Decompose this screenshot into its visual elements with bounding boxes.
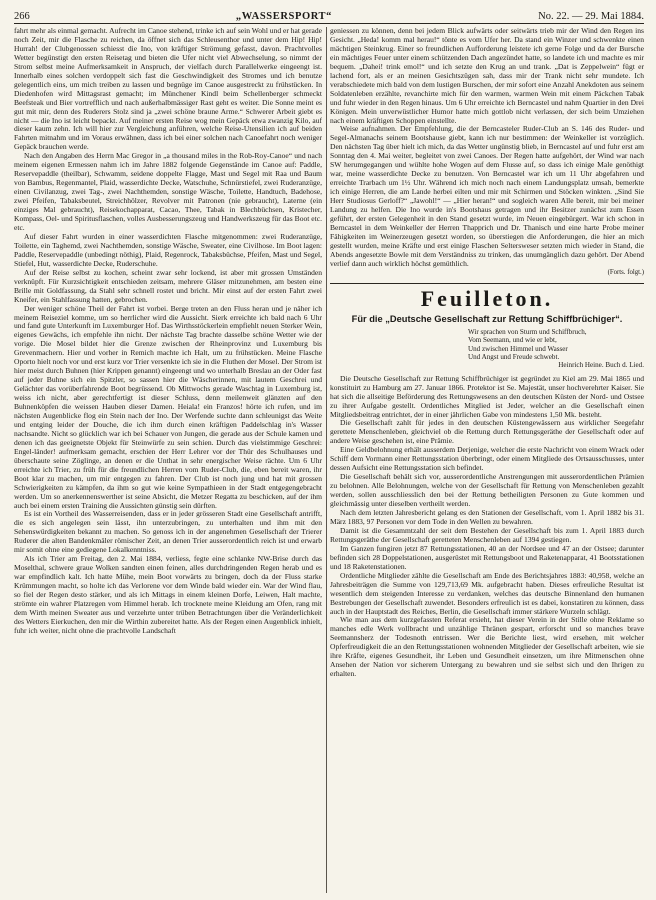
column-divider bbox=[326, 27, 327, 893]
paragraph: Die Gesellschaft behält sich vor, ausserordentliche Anstrengungen mit ausserordentlichen Prämien zu belohnen. Alle Belohnungen, welche von der Gesellschaft für Rettung von Menschenleben gezahlt werden, sollen ausschliesslich den bei der Rettung betheiligten Personen zu Gute kommen und gleichmässig unter dieselben vertheilt werden. bbox=[330, 472, 644, 509]
paragraph: Auf der Reise selbst zu kochen, scheint zwar sehr lockend, ist aber mit grossen Umständen verknüpft. Für Kurzsichtigkeit entschieden zeitsam, mehrere Gläser mitzunehmen, am besten eine Brille mit Goldfassung, da Stahl sehr schnell rostet und bricht. Mir einst auf der ersten Fahrt zwei Kneifer, ein Stahlfassung hatten, gebrochen. bbox=[14, 267, 322, 304]
publication-title: „WASSERSPORT“ bbox=[235, 11, 332, 22]
right-column bbox=[330, 27, 644, 895]
paragraph: Die Gesellschaft zahlt für jedes in den deutschen Küstengewässern aus wirklicher Seegefahr gerettete Menschenleben, gleichviel ob die Rettung durch Rettungsgeräthe der Gesellschaft oder auf andere Weise geschehen ist, eine Prämie. bbox=[330, 418, 644, 446]
paragraph: geniessen zu können, denn bei jedem Blick aufwärts oder seitwärts trieb mir der Wind den Regen ins Gesicht. „Heda! komm mal herau!“ tönte es vom Ufer her. Da stand ein Winzer und schwenkte einen mächtigen Steinkrug. Einer so freundlichen Aufforderung leistete ich gerne Folge und da der Bursche ein mächtiges Feuer unter einem schützenden Dach angezündet hatte, so landete ich und machte es mir bequem. „Dahei! trink emol!“ und ich setzte den Krug an und trank. „Dat is Zeppelwein“ fügt er lachend fort, als er an meinen Gesichtszügen sah, dass mir der Trank nicht sehr mundete. Ich verabschiedete mich bald von dem lustigen Burschen, der mir sofort eine Anzahl Anekdoten aus seinem Soldatenleben erzählte, revanchirte mich für den warmen, warmen Wein mit einem Päckchen Tabak und fuhr wieder in den Regen hinaus. Um 6 Uhr erreichte ich Berncastel und nahm Quartier in den Drei Königen. Mein unverwüstlicher Humor hatte mich gottlob nicht verlassen, der sich beim Umziehen nach einem kräftigen Schoppen einstellte. bbox=[330, 27, 644, 125]
paragraph: Eine Geldbelohnung erhält ausserdem Derjenige, welcher die erste Nachricht von einem Wrack oder Schiff dem Vormann einer Rettungsstation überbringt, oder einem Mitgliede des Ortsausschusses, unter dessen Aufsicht eine Rettungsstation sich befindet. bbox=[330, 445, 644, 473]
feuilleton-subheading: Für die „Deutsche Gesellschaft zur Rettung Schiffbrüchiger“. bbox=[351, 313, 623, 324]
paragraph: Die Deutsche Gesellschaft zur Rettung Schiffbrüchiger ist gegründet zu Kiel am 29. Mai 1865 und konstituirt zu Hamburg am 27. Januar 1866. Protektor ist Se. Majestät, unser hochverehrter Kaiser. Sie hat sich die allseitige Beförderung des Rettungswesens an den deutschen Küsten der Nord- und Ostsee zu ihrer Aufgabe gestellt. Ordentliches Mitglied ist Jeder, welcher an die Gesellschaft einen Mitgliedsbeitrag entrichtet, der in einer jährlichen Gabe von mindestens 1,50 Mk. besteht. bbox=[330, 373, 644, 419]
header-rule bbox=[14, 23, 644, 24]
paragraph: Nach den Angaben des Herrn Mac Gregor in „a thousand miles in the Rob-Roy-Canoe“ und nach meinem eigenen Ermessen nahm ich im Jahre 1882 folgende Gegenstände im Canoe auf: Paddle, Reservepaddle (theilbar), Schwamm, seidene doppelte Flagge, Mast und Segel mit Raa und Baum von Bambus, Regenmantel, Plaid, wasserdichte Decke, Watschuhe, Schnürstiefel, zwei Ruderanzüge, einen Civilanzug, zwei Tag-, zwei Nachthemden, sonstige Wäsche, Toilette, Handtuch, Badehose, zwei Pfeifen, Tabaksbeutel, Streichhölzer, Revolver mit Patronen (nie gebraucht), Laterne (ein einziges Mal gebraucht), Reisekochapparat, Cacao, Thee, Tabak in Blechbüchsen, Kristecher, Kompass, Oel- und Spiritusflaschen, volles Ausbesserungszeug und Handwerkszeug für das Boot etc. etc. bbox=[14, 151, 322, 232]
section-separator bbox=[330, 283, 644, 284]
paragraph: Wie man aus dem kurzgefassten Referat ersieht, hat dieser Verein in der Stille ohne Reklame so manches edle Werk vollbracht und unzählige Thränen gespart, erforscht und so manches brave Seemannsherz der Todesnoth entrissen. Wer die Berichte liest, wird ersehen, mit welcher Opferfreudigkeit die an den Rettungsstationen wohnenden Mitglieder der Gesellschaft arbeiten, wie sie ihre Kräfte, eigenes Gesundheit, ihr Leben und Gesundheit einsetzen, um ihre Mitmenschen ohne Ansehen der Nation vor sicherem Untergang zu bewahren und sie selbst sich und den Ihrigen zu erhalten. bbox=[330, 615, 644, 679]
paragraph: Damit ist die Gesammtzahl der seit dem Bestehen der Gesellschaft bis zum 1. April 1883 durch Rettungsgeräthe der Gesellschaft geretteten Menschenleben auf 1394 gestiegen. bbox=[330, 525, 644, 544]
paragraph: Weise aufnahmen. Der Empfehlung, die der Berncasteler Ruder-Club an S. 146 des Ruder- und Segel-Almanachs seinem Bootshause giebt, kann ich nur bestimmen: der Weinkeller ist vorzüglich. Den nächsten Tag über hielt ich mich, da das Wetter ungünstig blieb, in Berncastel auf und fuhr erst am Sonntag den 4. Mai weiter, begleitet von zwei Canoes. Der Regen hatte aufgehört, der Wind war nach SW herumgegangen und wühlte hohe Wogen auf dem Flusse auf, so dass ich einige Male genöthigt war, meine wasserdichte Decke zu benutzen. Von Berncastel war ich um 11 Uhr abgefahren und erreichte Trarbach um 1½ Uhr. Während ich mich noch nach einem Landungsplatz umsah, bemerkte ich einige Herren, die am Lande herbei eilten und mir mit Schirmen und Stöcken winkten. „Sind Sie Herr Studiosus Gerloff?“ „Jawohl!“ — „Hier heran!“ und sogleich waren Alle bereit, mir bei meiner Landung zu helfen. Die Ino wurde in's Bootshaus getragen und ihr Besitzer zunächst zum Essen geführt, der ersten Gelegenheit in den Stand gesetzt wurde, im Neuen eingebürgert. War ich schon in Berncastel in dem Weinkeller der Herren Thapprich und Dr. Thanisch und eine harte Probe meiner Fähigkeiten im Weinerzeugen gesetzt worden, so überstiegen die Anforderungen, die hier an mich gestellt wurden, meine Kräfte und erst einige Flaschen Seltersweser setzten mich wieder in Stand, die Abends angesetzte Bowle mit dem Verständniss zu trinken, das unumgänglich dazu gehört. Der Abend verlief dann auch wirklich höchst gemüthlich. bbox=[330, 124, 644, 268]
paragraph: fahrt mehr als einmal gemacht. Aufrecht im Canoe stehend, trinke ich auf sein Wohl und er hat gerade noch Zeit, mir die Flasche zu reichen, da öffnet sich das Schleusenthor und unter dem Hip! Hip! Hurrah! der Clubgenossen schiesst die Ino, von kräftiger Strömung gefasst, davon. Prachtvolles Wetter begünstigt den ersten Reisetag und bieten die Ufer nicht viel Abwechselung, so nimmt der Strom selbst meine Aufmerksamkeit in Anspruch, der vielfach durch Parallelwerke eingeengt ist. Innerhalb eines solchen verdoppelt sich fast die Geschwindigkeit des Stromes und ich benutze gelegentlich eins, um mich treiben zu lassen und begnüge im Canoe ausgestreckt zu frühstücken. In Diedenhofen wird Mittagsrast gemacht; im Münchener Kindl beim Schellenberger schmeckt Beefsteak und Bier vortrefflich und nach außerhalbmässiger Rast geht es weiter. Die Sonne meint es gut mit mir, denn des Ruderers Stolz sind ja „zwei schöne braune Arme.“ Schwerer Arbeit giebt es nicht — die Ino ist leicht bepackt. Auf meiner ersten Reise wog mein Gepäck etwa zwanzig Kilo, auf dieser kaum zehn. Ich will hier zur Vergleichung anführen, welche Reise-Utensilien ich auf beiden Fahrten mitnahm und im Voraus erwähnen, dass ich bei einer solchen nach Canoefahrt noch weniger Gepäck brauchen werde. bbox=[14, 27, 322, 152]
page-number: 266 bbox=[14, 11, 30, 22]
feuilleton-heading: Feuilleton. bbox=[420, 285, 554, 311]
issue-date: No. 22. — 29. Mai 1884. bbox=[538, 11, 644, 22]
paragraph: Es ist ein Vortheil des Wasserreisenden, dass er in jeder grösseren Stadt eine Gesellschaft antrifft, die es sich angelegen sein lässt, ihn unterzubringen, zu unterhalten und ihm mit den Sehenswürdigkeiten bekannt zu machen. So genoss ich in der angenehmen Gesellschaft der Trierer Ruderer die alten Bandenkmäler römischer Zeit, an denen Trier ausserordentlich reich ist und erwarb mir somit ohne eine gediegene Lokalkenntniss. bbox=[14, 509, 322, 555]
paragraph: Im Ganzen fungiren jetzt 87 Rettungsstationen, 40 an der Nordsee und 47 an der Ostsee; darunter befinden sich 28 Doppelstationen, ausgerüstet mit Rettungsboot und Raketenapparat, 41 Bootsstationen und 18 Raketenstationen. bbox=[330, 543, 644, 571]
poem-line: Vom Seemann, und wie er lebt, bbox=[468, 336, 557, 345]
poem-line: Und zwischen Himmel und Wasser bbox=[468, 344, 568, 353]
continued-note: (Forts. folgt.) bbox=[607, 268, 644, 276]
paragraph: Als ich Trier am Freitag, den 2. Mai 1884, verliess, fegte eine schlanke NW-Brise durch das Moselthal, schwere graue Wolken sandten einen feinen, alles durchdringenden Regen herab und es war empfindlich kalt. Ich hatte Mühe, mein Boot vorwärts zu bringen, doch da der Fluss starke Krümmungen macht, so holte ich das Verlorene vor dem Winde bald wieder ein. War der Wind flau, so fiel der Regen desto stärker, und als ich Mittags in einem kleinen Dorfe, Leiwen, Halt machte, strömte ein wahrer Platzregen vom Himmel herab. Ich trocknete meine Kleidung am Ofen, rang mit dem Wirth meinen Sweater aus und verzehrte unter trüben Betrachtungen über die Veränderlichkeit des Wetters Eierkuchen, den mir die Wirthin zubereitet hatte. Als der Regen einen Augenblick inhielt, fuhr ich weiter, nicht ohne die prachtvolle Landschaft bbox=[14, 554, 322, 635]
poem-line: Und Angst und Freude schwebt. bbox=[468, 352, 560, 361]
epigraph-poem bbox=[468, 328, 644, 370]
left-column bbox=[14, 27, 322, 895]
paragraph: Auf dieser Fahrt wurden in einer wasserdichten Flasche mitgenommen: zwei Ruderanzüge, Toilette, ein Taghemd, zwei Nachthemden, sonstige Wäsche, Sweater, eine Civilhose. Im Boot lagen: Paddle, Reservepaddle (unbedingt nöthig), Plaid, Regenrock, Tabaksbüchse, Pfeifen, Mast und Segel, Stiefel, Hut, wasserdichte Decke, Ruderschuhe. bbox=[14, 231, 322, 268]
page-header bbox=[14, 6, 644, 22]
paragraph: Nach dem letzten Jahresbericht gelang es den Stationen der Gesellschaft, vom 1. April 1882 bis 31. März 1883, 97 Personen vor dem Tode in den Wellen zu bewahren. bbox=[330, 508, 644, 526]
poem-attribution: Heinrich Heine. Buch d. Lied. bbox=[558, 361, 644, 370]
paragraph: Der weniger schöne Theil der Fahrt ist vorbei. Berge treten an den Fluss heran und je näher ich meinem Reiseziel komme, um so herrlicher wird die Aussicht. Sierk erreichte ich bald nach 6 Uhr und fand gute Unterkunft im Luxemburger Hof. Das Wirthsstöckerlein empfiehlt neuen Sterker Wein, eigenes Gewächs, ich empfehle ihn nicht. Der nächste Tag brachte dasselbe schöne Wetter wie der vorige. Die Mosel bildet hier die Grenze zwischen der Rheinprovinz und Luxemburg bis Grevenmachern. Hier und vorher in Remich machte ich Halt, um zu frühstücken. Meine Flasche Oporto hielt noch vor und erst kurz vor Trier versenkte ich sie in die Fluthen der Mosel. Der Strom ist hier meist durch Buhnen (hier Krippen genannt) eingeengt und wo unterhalb Breslau an der Oder fast auf jeder Buhne sich ein Spitzler, so sassen hier die Wäscherinnen, mit lautem Geschrei und Gelächter das vorüberfahrende Boot begrüssend. Ob Mittwochs gerade Waschtag in Luxemburg ist, weiss ich nicht, aber gerechtfertigt ist dieser Schluss, denn meilenweit glänzten auf den Buhnenköpfen die weissen Hauben dieser Damen. Heiala! ein Franzos! hörte ich rufen, und im nächsten Augenblicke flog ein Stein nach der Ino. Der Werfende suchte dann schleunigst das Weite und entging leider der Douche, die ich ihm durch einen kräftigen Paddelschlag in's Wasser nachsandte. Nicht so glücklich war ich bei Schauer von Jungen, die gerade aus der Schule kamen und denen ich das geeignetste Objekt für Steinwürfe zu sein schien. Durch das vielstimmige Geschrei: Engel-länder! aufmerksam gemacht, erschien der Herr Lehrer vor der Thür des Schulhauses und überschaute seine Zöglinge, an denen er die Unthat in sehr energischer Weise rächte. Um 6 Uhr erreichte ich Trier, zu früh für die freundlichen Herren vom Ruder-Club, die, eben bereit waren, ihr Boot klar zu machen, um mir entgegen zu fahren. Der Club ist noch jung und hat mit grossen Schwierigkeiten zu kämpfen, da ihm so gut wie keine Sympathieen in der Stadt entgegengebracht werden. Um so anerkennenswerther ist seine Absicht, die Metzer Regatta zu beschicken, auf der ihm auch bei einem ersten Training die Aussichten günstig sein dürften. bbox=[14, 303, 322, 510]
poem-line: Wir sprachen von Sturm und Schiffbruch, bbox=[468, 327, 587, 336]
paragraph: Ordentliche Mitglieder zählte die Gesellschaft am Ende des Berichtsjahres 1883: 40,958, welche an Jahresbeiträgen die Summe von 129,713,69 Mk. aufgebracht haben. Dieses erfreuliche Resultat ist wesentlich dem steigenden Interesse zu verdanken, welches das deutsche Binnenland den humanen Bestrebungen der Gesellschaft zuwendet. Besonders erfreulich ist es dabei, konstatiren zu können, dass auch in der Hauptstadt des Reiches, Berlin, die Gesellschaft immer stärkere Wurzeln schlägt. bbox=[330, 570, 644, 616]
